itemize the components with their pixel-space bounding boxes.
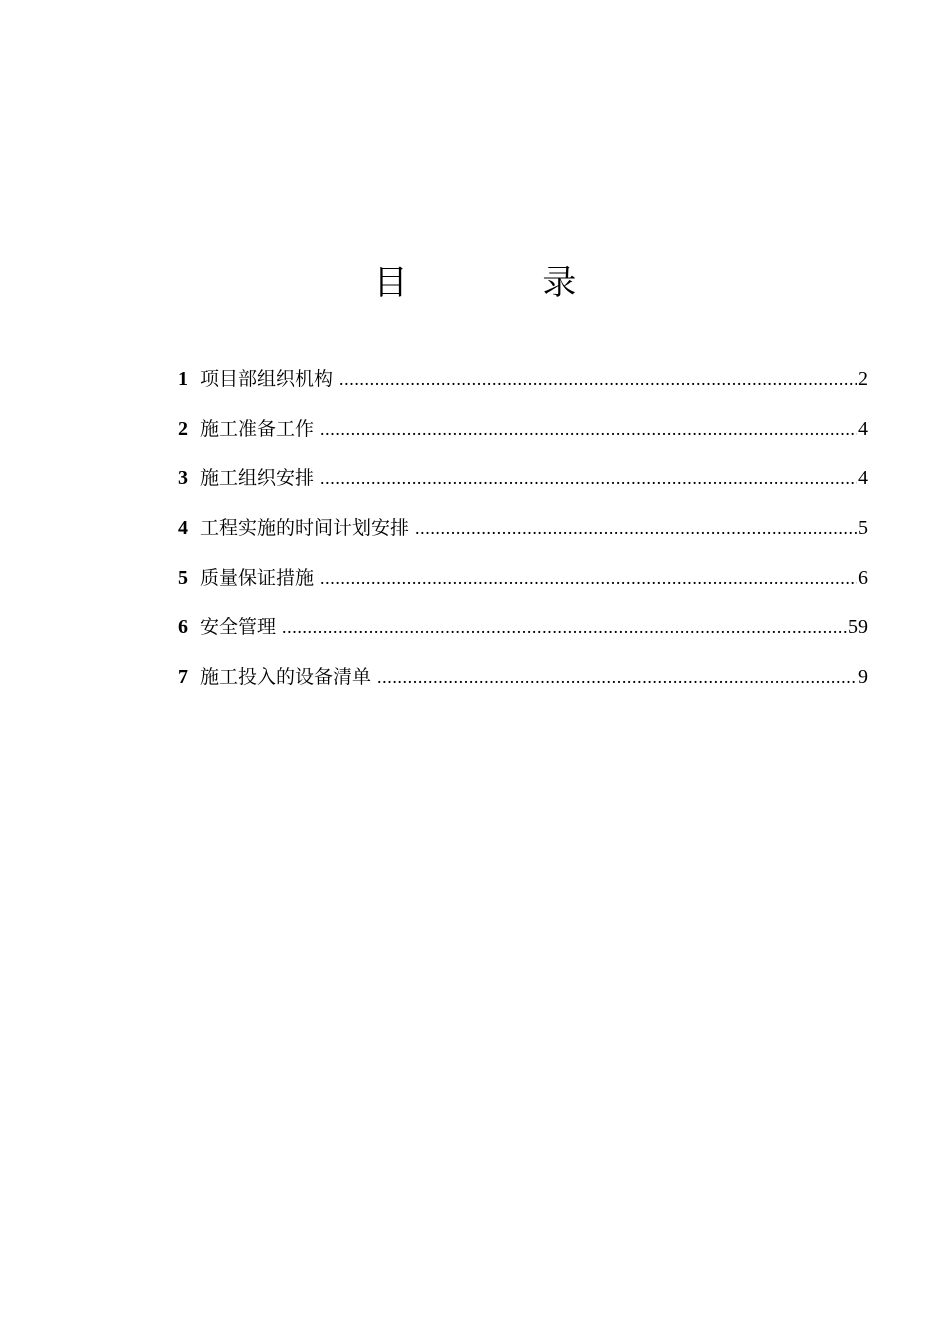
toc-entry[interactable] [178,462,868,512]
toc-entry-title: 施工准备工作 [200,417,315,440]
toc-entry[interactable] [178,562,868,612]
toc-dot-leader [320,562,857,594]
toc-entry-title: 质量保证措施 [200,566,315,589]
toc-dot-leader [320,462,857,494]
toc-dot-leader [282,611,847,643]
toc-dot-leader [415,512,857,544]
toc-entry-page: 4 [858,417,868,440]
toc-entry[interactable] [178,661,868,711]
toc-entry-number: 4 [178,517,188,540]
toc-entry[interactable] [178,512,868,562]
toc-entry[interactable] [178,611,868,661]
toc-entry-page: 59 [848,616,868,639]
toc-entry-page: 5 [858,517,868,540]
toc-entry-number: 2 [178,417,188,440]
toc-entry[interactable] [178,413,868,463]
toc-entry-title: 安全管理 [200,616,277,639]
toc-dot-leader [377,661,857,693]
toc-entry-page: 4 [858,467,868,490]
toc-entry-title: 项目部组织机构 [200,368,334,390]
toc-dot-leader [339,363,857,395]
table-of-contents [178,363,868,711]
toc-entry-page: 2 [858,368,868,390]
toc-entry-number: 6 [178,616,188,639]
toc-entry-title: 施工投入的设备清单 [200,666,372,689]
toc-entry-number: 1 [178,368,188,390]
toc-entry-title: 工程实施的时间计划安排 [200,517,410,540]
toc-entry-title: 施工组织安排 [200,467,315,490]
toc-title: 目 录 [373,263,639,303]
toc-entry-number: 3 [178,467,188,490]
toc-dot-leader [320,413,857,445]
toc-entry[interactable] [178,363,868,413]
toc-entry-number: 7 [178,666,188,689]
toc-entry-page: 6 [858,566,868,589]
toc-entry-number: 5 [178,566,188,589]
toc-entry-page: 9 [858,666,868,689]
